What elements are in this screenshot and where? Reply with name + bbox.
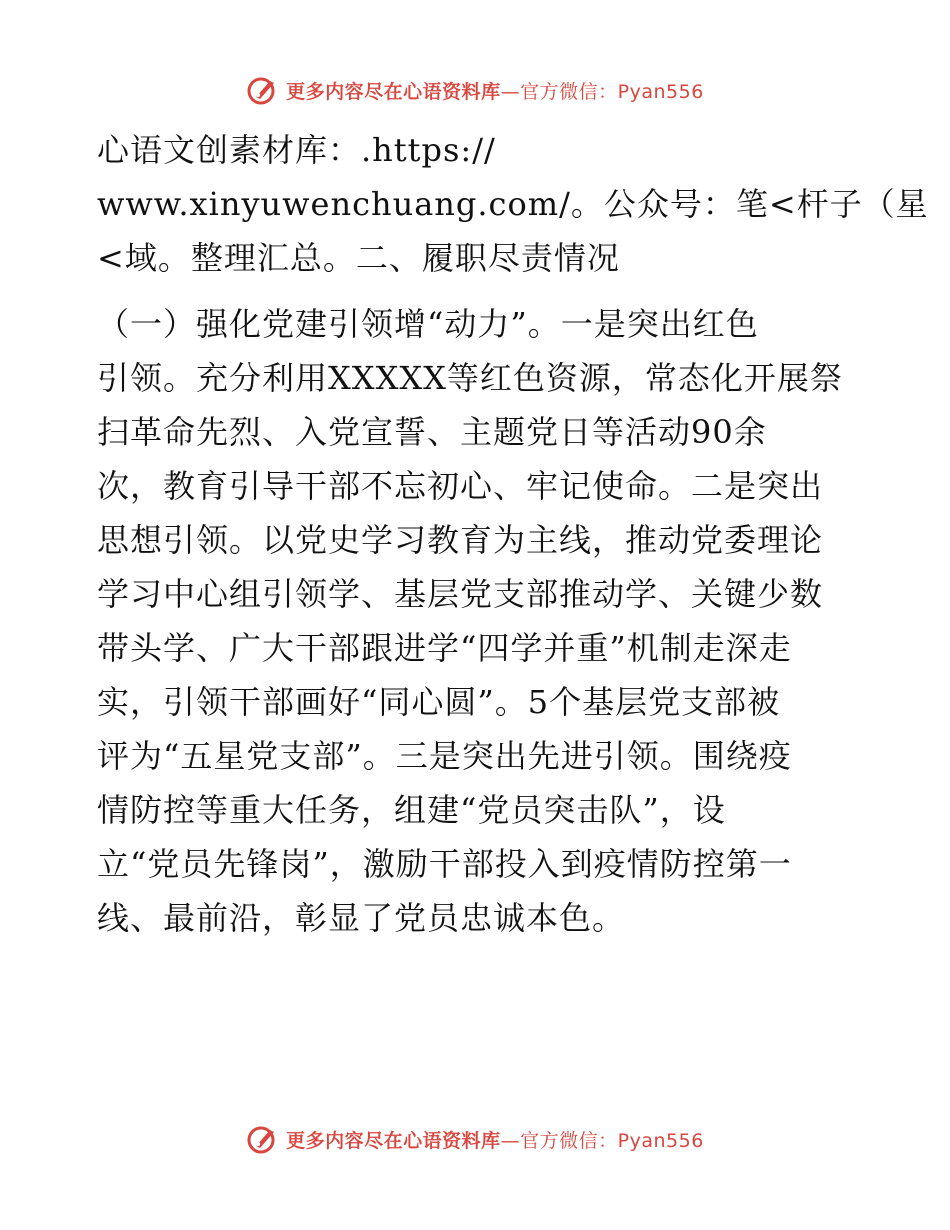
text-line: 扫革命先烈、入党宣誓、主题党日等活动90余 (97, 413, 767, 451)
text-line: 学习中心组引领学、基层党支部推动学、关键少数 (97, 575, 824, 613)
text-line: 实，引领干部画好“同心圆”。5个基层党支部被 (97, 683, 781, 721)
text-line: <域。整理汇总。二、履职尽责情况 (97, 239, 620, 277)
text-line: 线、最前沿，彰显了党员忠诚本色。 (97, 899, 626, 937)
banner-main-text: 更多内容尽在心语资料库 (286, 1129, 501, 1152)
header-banner (0, 70, 950, 110)
text-line: 思想引领。以党史学习教育为主线，推动党委理论 (97, 521, 824, 559)
banner-separator: — (500, 1129, 521, 1152)
text-line: 带头学、广大干部跟进学“四学并重”机制走深走 (97, 629, 792, 667)
pen-circle-logo-icon (246, 73, 280, 107)
document-body (97, 123, 929, 945)
text-line: （一）强化党建引领增“动力”。一是突出红色 (97, 305, 759, 343)
text-line: 次，教育引导干部不忘初心、牢记使命。二是突出 (97, 467, 824, 505)
banner-contact-text: 官方微信：Pyan556 (520, 80, 704, 103)
banner-separator: — (500, 80, 521, 103)
text-line: 立“党员先锋岗”，激励干部投入到疫情防控第一 (97, 845, 792, 883)
banner-main-text: 更多内容尽在心语资料库 (286, 80, 501, 103)
footer-banner (0, 1119, 950, 1159)
text-line: 心语文创素材库：.https:// (97, 131, 496, 169)
text-line: 情防控等重大任务，组建“党员突击队”，设 (97, 791, 726, 829)
text-line: 评为“五星党支部”。三是突出先进引领。围绕疫 (97, 737, 792, 775)
banner-text (286, 77, 704, 104)
text-line: 引领。充分利用XXXXX等红色资源，常态化开展祭 (97, 359, 843, 397)
text-line: www.xinyuwenchuang.com/。公众号：笔<杆子（星 (97, 185, 929, 223)
banner-contact-text: 官方微信：Pyan556 (520, 1129, 704, 1152)
banner-text (286, 1126, 704, 1153)
pen-circle-logo-icon (246, 1122, 280, 1156)
